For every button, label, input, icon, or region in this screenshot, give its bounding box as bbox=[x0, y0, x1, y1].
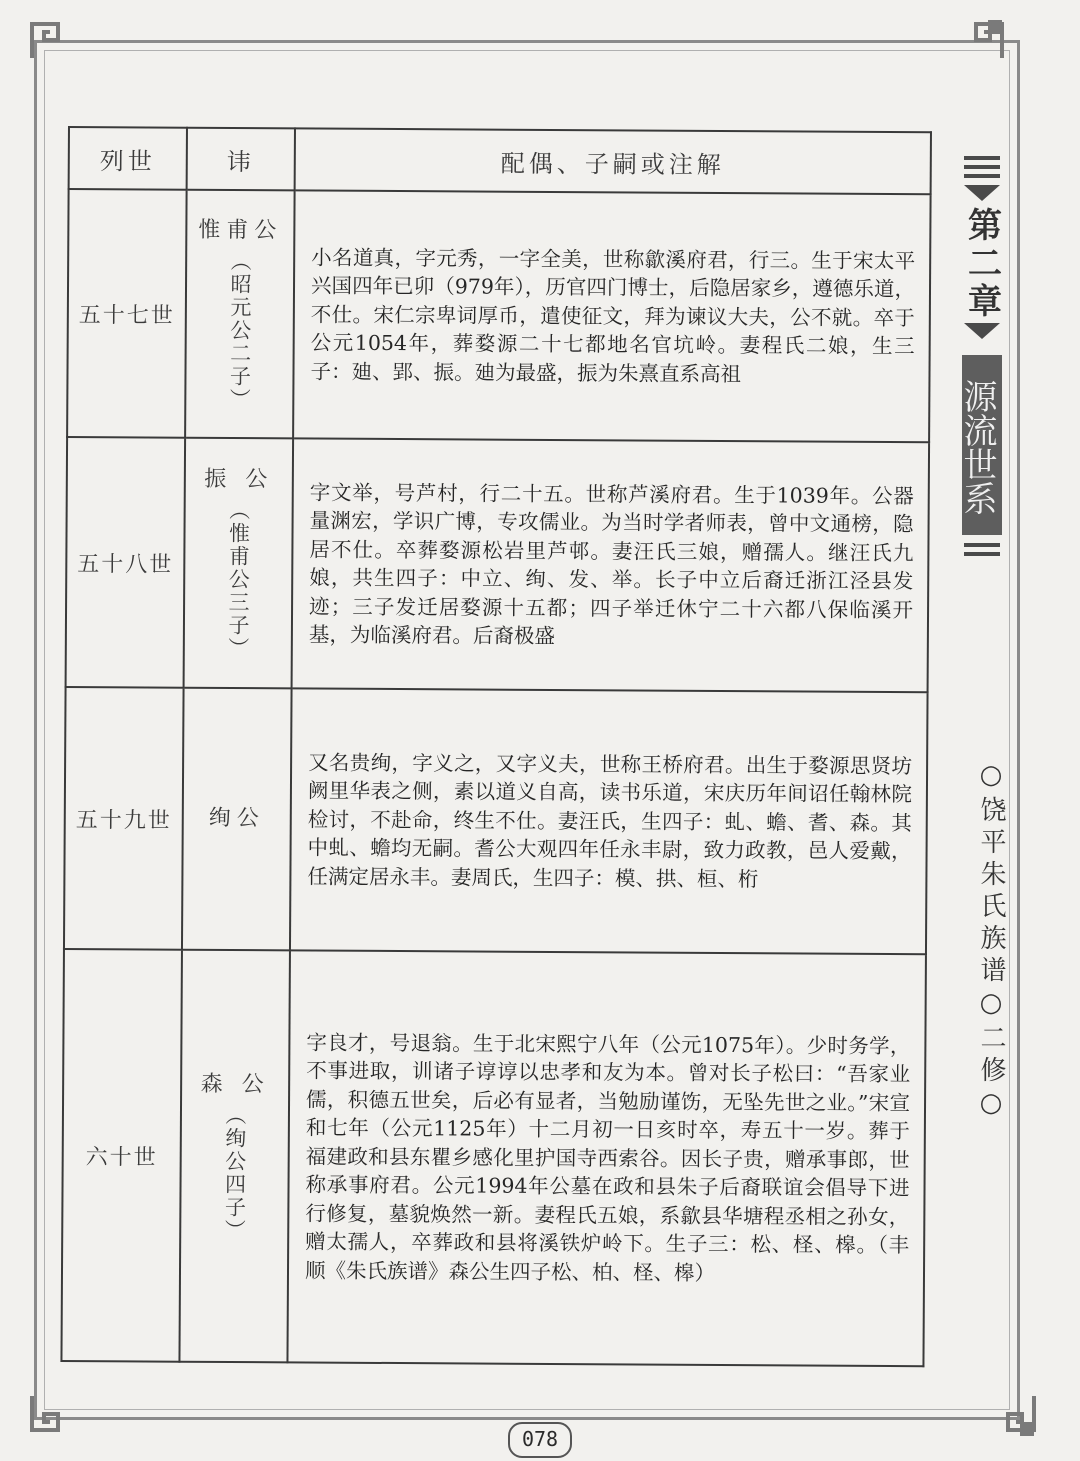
corner-ornament-bottom-right bbox=[990, 1392, 1038, 1440]
sidebar-bars bbox=[964, 156, 1000, 183]
table-row bbox=[66, 437, 930, 692]
notes-cell: 字文举，号芦村，行二十五。世称芦溪府君。生于1039年。公器量渊宏，学识广博，专攻儒业。为当时学者师表，曾中文通榜，隐居不仕。卒葬婺源松岩里芦邨。妻汪氏三娘，赠孺人。继汪氏九娘，共生四子：中立、绚、发、举。长子中立后裔迁浙江泾县发迹；三子发迁居婺源十五都；四子举迁休宁二十六都八保临溪开基，为临溪府君。后裔极盛 bbox=[292, 438, 930, 692]
header-generation: 列世 bbox=[69, 127, 187, 190]
ancestor-name: 森 公 bbox=[200, 1071, 270, 1097]
table-header-row bbox=[69, 127, 931, 194]
book-title: ○饶平朱氏族谱○二修○ bbox=[976, 760, 1006, 1124]
name-cell bbox=[182, 688, 292, 951]
chevron-down-icon bbox=[964, 323, 1000, 339]
name-cell bbox=[179, 950, 290, 1363]
notes-cell: 小名道真，字元秀，一字全美，世称歙溪府君，行三。生于宋太平兴国四年已卯（979年），历官四门博士，后隐居家乡，遵德乐道，不仕。宋仁宗卑词厚币，遣使征文，拜为谏议大夫，公不就。卒于公元1054年，葬婺源二十七都地名官坑岭。妻程氏二娘，生三子：廸、郢、振。廸为最盛，振为朱熹直系高祖 bbox=[293, 190, 931, 442]
chevron-down-icon bbox=[964, 185, 1000, 201]
ancestor-name: 惟甫公 bbox=[198, 217, 283, 244]
ancestor-name: 绚公 bbox=[208, 805, 265, 831]
sidebar-bars bbox=[964, 543, 1000, 561]
table-row bbox=[67, 189, 930, 442]
ancestor-note: （绚公四子） bbox=[222, 1103, 248, 1242]
generation-cell: 六十世 bbox=[61, 949, 182, 1362]
generation-cell: 五十八世 bbox=[66, 437, 186, 688]
notes-cell: 又名贵绚，字义之，又字义夫，世称王桥府君。出生于婺源思贤坊阙里华表之侧，素以道义自高，读书乐道，宋庆历年间诏任翰林院检讨，不赴命，终生不仕。妻汪氏，生四子：虬、蟾、耆、森。其中虬、蟾均无嗣。耆公大观四年任永丰尉，致力政教，邑人爱戴，任满定居永丰。妻周氏，生四子：模、拱、桓、桁 bbox=[290, 688, 928, 954]
table-row bbox=[61, 949, 926, 1366]
chapter-label: 第二章 bbox=[961, 207, 1002, 321]
table-row bbox=[64, 687, 928, 954]
ancestor-name: 振 公 bbox=[204, 466, 274, 493]
page-number: 078 bbox=[508, 1422, 572, 1458]
corner-ornament-top-right bbox=[958, 14, 1006, 62]
genealogy-table bbox=[60, 126, 932, 1367]
ancestor-note: （惟甫公三子） bbox=[225, 498, 251, 661]
name-cell bbox=[184, 438, 294, 689]
generation-cell: 五十七世 bbox=[67, 189, 187, 438]
header-name: 讳 bbox=[187, 128, 295, 191]
chapter-sidebar bbox=[957, 156, 1002, 561]
notes-cell: 字良才，号退翁。生于北宋熙宁八年（公元1075年）。少时务学，不事进取，训诸子谆谆以忠孝和友为本。曾对长子松曰：“吾家业儒，积德五世矣，后必有显者，当勉励谨饬，无坠先世之业。”宋宣和七年（公元1125年）十二月初一日亥时卒，寿五十一岁。葬于福建政和县东瞿乡感化里护国寺西索谷。因长子贵，赠承事郎，世称承事府君。公元1994年公墓在政和县朱子后裔联谊会倡导下进行修复，墓貌焕然一新。妻程氏五娘，系歙县华塘程丞相之孙女，赠太孺人，卒葬政和县将溪铁炉岭下。生子三：松、柽、槔。（丰顺《朱氏族谱》森公生四子松、柏、柽、槔） bbox=[287, 950, 926, 1366]
ancestor-note: （昭元公二子） bbox=[227, 249, 253, 412]
section-banner: 源流世系 bbox=[962, 355, 1002, 535]
header-notes: 配偶、子嗣或注解 bbox=[295, 128, 931, 194]
name-cell bbox=[185, 190, 295, 439]
corner-ornament-bottom-left bbox=[28, 1392, 76, 1440]
generation-cell: 五十九世 bbox=[64, 687, 184, 950]
corner-ornament-top-left bbox=[28, 14, 76, 62]
